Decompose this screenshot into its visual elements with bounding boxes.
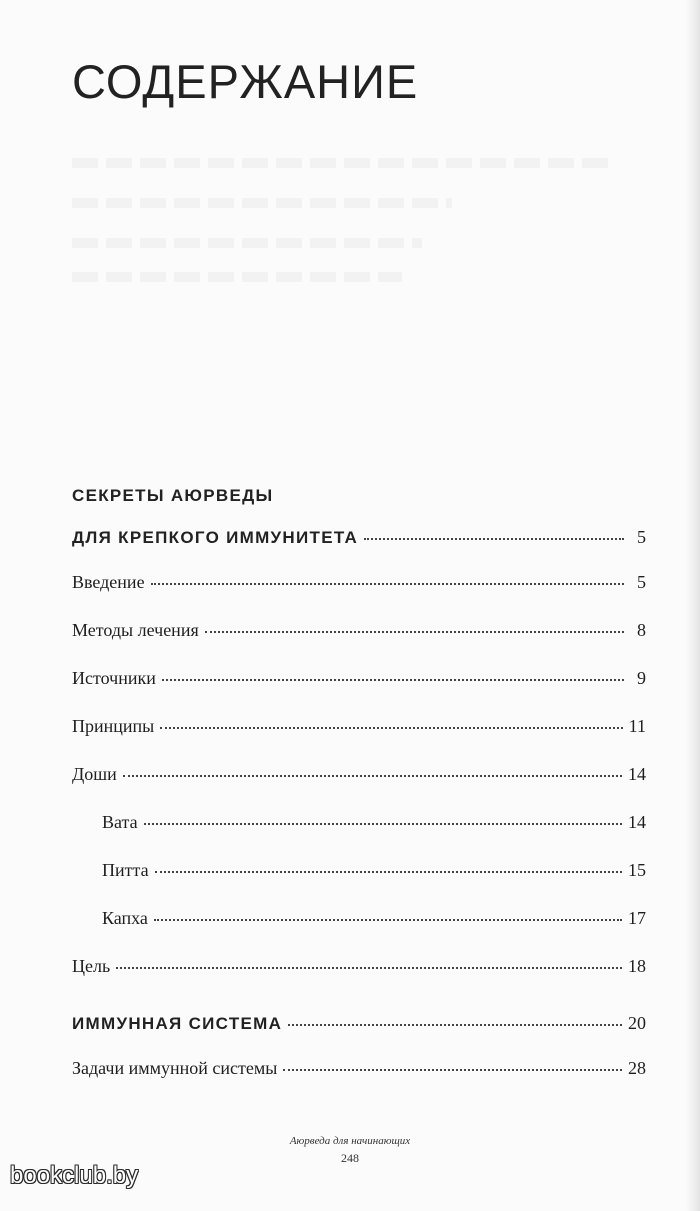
entry-label: Капха <box>102 908 148 928</box>
page-number: 17 <box>628 908 646 928</box>
page-number: 5 <box>637 572 646 592</box>
entry-label: Задачи иммунной системы <box>72 1058 278 1078</box>
bleed-through-text <box>72 198 452 208</box>
bleed-through-text <box>72 272 402 282</box>
toc-entry <box>72 942 646 990</box>
section-gap <box>72 990 646 1002</box>
bleed-through-text <box>72 238 422 248</box>
toc-section-row <box>72 1002 646 1044</box>
toc-section-row <box>72 516 646 558</box>
toc-subentry <box>72 894 646 942</box>
dot-leader <box>288 1024 622 1026</box>
bleed-through-text <box>72 158 612 168</box>
entry-label: Методы лечения <box>72 620 199 640</box>
page-number: 9 <box>637 668 646 688</box>
page-number: 28 <box>628 1058 646 1078</box>
dot-leader <box>154 919 622 921</box>
dot-leader <box>144 823 622 825</box>
dot-leader <box>364 538 624 540</box>
toc-entry <box>72 606 646 654</box>
entry-label: Источники <box>72 668 156 688</box>
footer-page-number: 248 <box>341 1151 359 1165</box>
toc-entry <box>72 654 646 702</box>
dot-leader <box>205 631 624 633</box>
page-number: 15 <box>628 860 646 880</box>
section-title: ИММУННАЯ СИСТЕМА <box>72 1014 283 1033</box>
section-title-line2: ДЛЯ КРЕПКОГО ИММУНИТЕТА <box>72 528 359 547</box>
entry-label: Вата <box>102 812 138 832</box>
section-title-line1: СЕКРЕТЫ АЮРВЕДЫ <box>72 486 274 505</box>
dot-leader <box>162 679 624 681</box>
toc-entry <box>72 1044 646 1092</box>
page-title: СОДЕРЖАНИЕ <box>72 55 419 108</box>
page-number: 20 <box>628 1013 646 1033</box>
entry-label: Введение <box>72 572 145 592</box>
toc-entry <box>72 702 646 750</box>
dot-leader <box>155 871 622 873</box>
running-title: Аюрведа для начинающих <box>289 1135 411 1147</box>
toc-entry <box>72 558 646 606</box>
page-number: 8 <box>637 620 646 640</box>
watermark: bookclub.by <box>10 1162 139 1189</box>
page-number: 18 <box>628 956 646 976</box>
entry-label: Цель <box>72 956 111 976</box>
entry-label: Доши <box>72 764 117 784</box>
dot-leader <box>283 1069 622 1071</box>
dot-leader <box>160 727 622 729</box>
page-number: 5 <box>637 527 646 547</box>
dot-leader <box>116 967 622 969</box>
toc-entry <box>72 750 646 798</box>
entry-label: Принципы <box>72 716 155 736</box>
page-edge-shadow <box>686 0 700 1211</box>
page-number: 14 <box>628 812 646 832</box>
toc-subentry <box>72 846 646 894</box>
table-of-contents <box>72 476 646 1092</box>
toc-subentry <box>72 798 646 846</box>
dot-leader <box>151 583 624 585</box>
entry-label: Питта <box>102 860 149 880</box>
dot-leader <box>123 775 622 777</box>
page-number: 14 <box>628 764 646 784</box>
page-number: 11 <box>628 716 646 736</box>
